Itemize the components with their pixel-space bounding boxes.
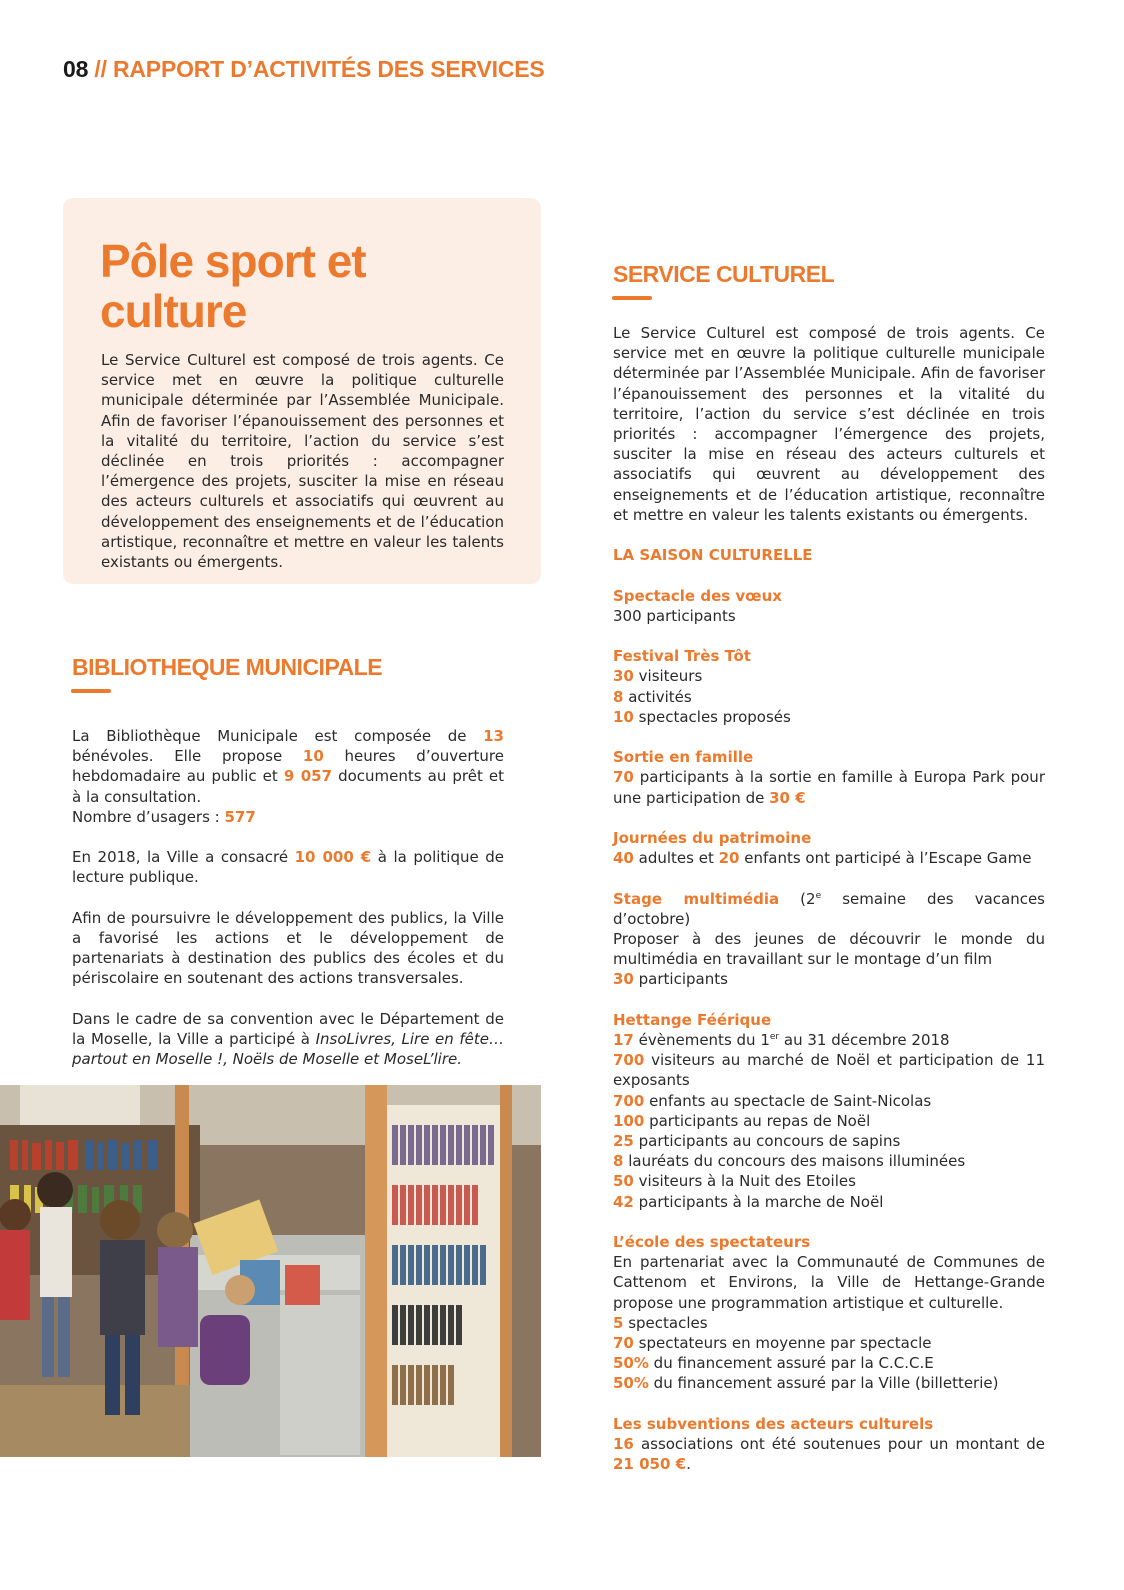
bibliotheque-body — [72, 726, 504, 1090]
stat-text: lauréats du concours des maisons illuminées — [623, 1152, 966, 1171]
intro-paragraph: Le Service Culturel est composé de trois agents. Ce service met en œuvre la politique culturelle municipale déterminée par l’Assemblée Municipale. Afin de favoriser l’épanouissement des personnes et la vitalité du territoire, l’action du service s’est déclinée en trois priorités : accompagner l’émergence des projets, susciter la mise en réseau des acteurs culturels et associatifs qui œuvrent au développement des enseignements et de l’éducation artistique, reconnaître et mettre en valeur les talents existants ou émergents. — [101, 351, 504, 572]
stat-number: 20 — [718, 849, 740, 868]
page-header — [63, 56, 545, 83]
hettange-feerique-title: Hettange Féérique — [613, 1010, 772, 1029]
feerique-line — [613, 1050, 1045, 1090]
service-culturel-intro: Le Service Culturel est composé de trois agents. Ce service met en œuvre la politique culturelle municipale déterminée par l’Assemblée Municipale. Afin de favoriser l’épanouissement des personnes et la vitalité du territoire, l’action du service s’est déclinée en trois priorités : accompagner l’émergence des projets, susciter la mise en réseau des acteurs culturels et associatifs qui œuvrent au développement des enseignements et de l’éducation artistique, reconnaître et mettre en valeur les talents existants ou émergents. — [613, 324, 1045, 524]
stat-number: 16 — [613, 1435, 634, 1454]
feerique-line — [613, 1111, 1045, 1131]
superscript: e — [815, 890, 822, 901]
stat-text: (2 — [779, 889, 816, 908]
text-span: Nombre d’usagers : — [72, 807, 225, 826]
stat-number: 50 — [613, 1172, 634, 1191]
festival-line — [613, 687, 1045, 707]
users-count: 577 — [224, 807, 256, 826]
stat-text: participants à la sortie en famille à Europa Park pour une participation de — [613, 768, 1045, 807]
stat-text: participants — [633, 970, 728, 989]
superscript: er — [769, 1032, 780, 1042]
stat-text: activités — [623, 687, 692, 706]
bibliotheque-title-rule — [71, 689, 111, 693]
stage-multimedia-heading — [613, 889, 1045, 929]
patrimoine-text — [613, 848, 1045, 868]
benevoles-count: 13 — [483, 727, 504, 745]
stat-number: 70 — [613, 1334, 634, 1353]
bibliotheque-paragraph-2 — [72, 847, 504, 887]
stat-text: enfants ont participé à l’Escape Game — [739, 849, 1032, 868]
text-span: Dans le cadre de sa convention avec le Département de la Moselle, la Ville a participé à — [72, 1009, 504, 1048]
stat-text: visiteurs à la Nuit des Etoiles — [633, 1172, 856, 1191]
stat-number: 700 — [613, 1091, 645, 1110]
ecole-spectateurs-title: L’école des spectateurs — [613, 1233, 811, 1252]
text-span: La Bibliothèque Municipale est composée de — [72, 727, 484, 745]
stat-text: spectacles — [623, 1313, 708, 1332]
subventions-title: Les subventions des acteurs culturels — [613, 1414, 934, 1433]
feerique-line — [613, 1091, 1045, 1111]
service-culturel-title-rule — [612, 296, 652, 300]
stat-number: 30 — [613, 970, 634, 989]
bibliotheque-paragraph-1 — [72, 726, 504, 827]
page-title-line2: culture — [100, 285, 247, 337]
festival-line — [613, 666, 1045, 686]
spectacle-voeux-title: Spectacle des vœux — [613, 586, 782, 605]
feerique-line — [613, 1030, 1045, 1050]
text-span: En 2018, la Ville a consacré — [72, 848, 295, 867]
stage-multimedia-title: Stage multimédia — [613, 889, 780, 908]
text-span: bénévoles. Elle propose — [72, 747, 303, 766]
budget-amount: 10 000 € — [294, 848, 372, 867]
stat-number: 8 — [613, 1152, 624, 1171]
festival-title: Festival Très Tôt — [613, 647, 751, 666]
page-title — [100, 236, 520, 336]
spectacle-voeux-block — [613, 586, 1045, 626]
stat-number: 25 — [613, 1132, 634, 1151]
stage-multimedia-block — [613, 889, 1045, 990]
stat-number: 40 — [613, 849, 634, 868]
stage-multimedia-text: Proposer à des jeunes de découvrir le monde du multimédia en travaillant sur le montage d’un film — [613, 930, 1045, 969]
bibliotheque-paragraph-3: Afin de poursuivre le développement des publics, la Ville a favorisé les actions et le développement de partenariats à destination des publics des écoles et du périscolaire en soutenant des actions transversales. — [72, 908, 504, 988]
stat-text: associations ont été soutenues pour un montant de — [633, 1435, 1045, 1454]
text-span: heures d’ouverture hebdomadaire au public et — [72, 747, 504, 786]
stat-number: 700 — [613, 1051, 645, 1070]
saison-culturelle-title: LA SAISON CULTURELLE — [613, 546, 813, 565]
stat-text: spectacles proposés — [633, 707, 791, 726]
stat-text: adultes et — [633, 849, 719, 868]
text-span: à la politique de lecture publique. — [72, 848, 504, 887]
service-culturel-title: SERVICE CULTUREL — [613, 261, 835, 287]
stage-multimedia-count — [613, 969, 1045, 989]
documents-count: 9 057 — [283, 767, 333, 786]
feerique-line — [613, 1151, 1045, 1171]
festival-line — [613, 707, 1045, 727]
stat-number: 42 — [613, 1192, 634, 1211]
stat-text: enfants au spectacle de Saint-Nicolas — [644, 1091, 932, 1110]
ecole-line — [613, 1333, 1045, 1353]
hettange-feerique-block — [613, 1010, 1045, 1212]
stat-text: participants à la marche de Noël — [633, 1192, 884, 1211]
feerique-line — [613, 1131, 1045, 1151]
stat-text: spectateurs en moyenne par spectacle — [633, 1334, 932, 1353]
stat-text: participants au concours de sapins — [633, 1132, 901, 1151]
hours-count: 10 — [302, 747, 324, 766]
page-number: 08 — [63, 56, 89, 82]
stat-text: visiteurs au marché de Noël et participation de 11 exposants — [613, 1051, 1045, 1090]
stat-number: 30 — [613, 667, 634, 686]
stat-number: 100 — [613, 1111, 645, 1130]
stat-number: 21 050 € — [613, 1455, 687, 1474]
stat-number: 50% — [613, 1354, 649, 1373]
ecole-spectateurs-block — [613, 1232, 1045, 1394]
library-photo-illustration — [0, 1085, 541, 1457]
patrimoine-title: Journées du patrimoine — [613, 829, 812, 847]
stat-text: participants au repas de Noël — [644, 1111, 871, 1130]
bibliotheque-paragraph-4 — [72, 1009, 504, 1070]
stat-text: . — [686, 1455, 691, 1474]
festival-block — [613, 646, 1045, 727]
stat-number: 5 — [613, 1313, 624, 1332]
events-list: InsoLivres, Lire en fête… partout en Moselle !, Noëls de Moselle et MoseL’lire. — [72, 1030, 504, 1069]
subventions-block — [613, 1414, 1045, 1475]
header-separator: // — [94, 56, 107, 82]
stat-number: 50% — [613, 1374, 649, 1393]
stat-text: du financement assuré par la C.C.C.E — [648, 1354, 934, 1373]
feerique-line — [613, 1192, 1045, 1212]
stat-number: 10 — [613, 707, 634, 726]
ecole-line — [613, 1373, 1045, 1393]
stat-text: semaine des vacances d’octobre) — [613, 889, 1045, 928]
stat-number: 8 — [613, 687, 624, 706]
sortie-famille-text — [613, 767, 1045, 807]
header-title: RAPPORT D’ACTIVITÉS DES SERVICES — [112, 56, 545, 82]
service-culturel-body — [613, 323, 1045, 1495]
stat-text: évènements du 1 — [633, 1031, 770, 1049]
sortie-famille-title: Sortie en famille — [613, 748, 754, 767]
sortie-famille-block — [613, 747, 1045, 808]
page-title-line1: Pôle sport et — [100, 235, 366, 287]
library-photo — [0, 1085, 541, 1457]
stat-number: 30 € — [769, 788, 806, 807]
ecole-spectateurs-text: En partenariat avec la Communauté de Communes de Cattenom et Environs, la Ville de Hettange-Grande propose une programmation artistique et culturelle. — [613, 1253, 1045, 1312]
stat-text: du financement assuré par la Ville (billetterie) — [648, 1374, 999, 1393]
bibliotheque-title: BIBLIOTHEQUE MUNICIPALE — [72, 654, 383, 680]
text-span: documents au prêt et à la consultation. — [72, 767, 504, 806]
stat-text: au 31 décembre 2018 — [779, 1031, 950, 1049]
subventions-text — [613, 1434, 1045, 1474]
stat-number: 17 — [613, 1031, 634, 1049]
stat-number: 70 — [613, 768, 634, 787]
spectacle-voeux-text: 300 participants — [613, 606, 736, 625]
feerique-line — [613, 1171, 1045, 1191]
stat-text: visiteurs — [633, 667, 703, 686]
patrimoine-block — [613, 828, 1045, 868]
ecole-line — [613, 1313, 1045, 1333]
ecole-line — [613, 1353, 1045, 1373]
